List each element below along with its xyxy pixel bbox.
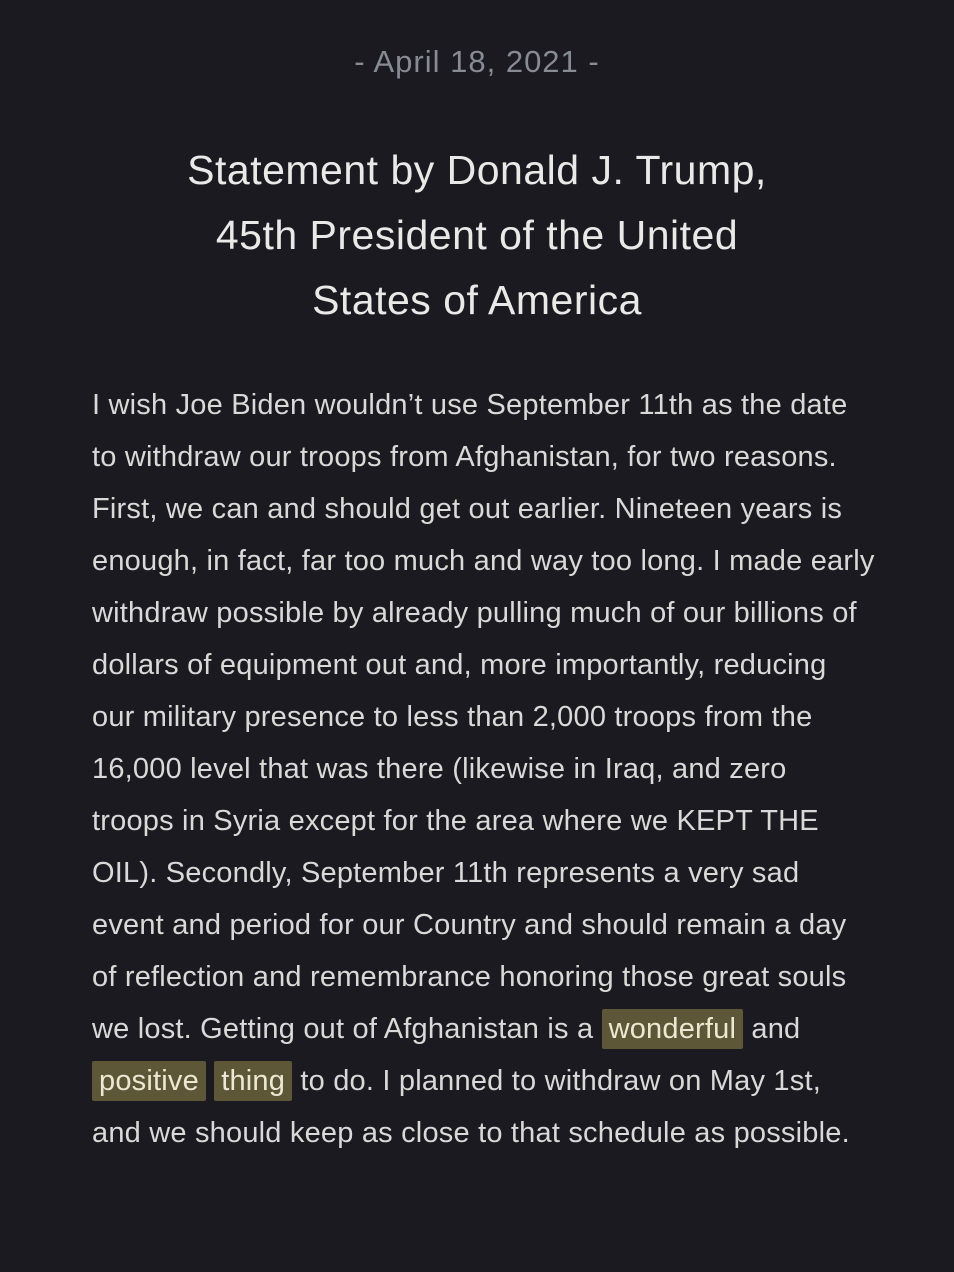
- date-line: - April 18, 2021 -: [354, 44, 600, 79]
- highlighted-word: thing: [214, 1061, 292, 1101]
- highlighted-word: wonderful: [602, 1009, 744, 1049]
- body-text-segment: to do. I planned to withdraw on May 1st, and we should keep as close to that schedule as possible.: [92, 1065, 850, 1149]
- body-text-segment: and: [743, 1013, 801, 1045]
- statement-body: [92, 379, 876, 1159]
- statement-title: [0, 138, 954, 333]
- statement-title-line-2: 45th President of the United: [215, 212, 739, 258]
- statement-title-line-1: Statement by Donald J. Trump,: [187, 147, 767, 193]
- highlighted-word: positive: [92, 1061, 206, 1101]
- statement-title-line-3: States of America: [312, 277, 642, 323]
- body-text-segment: I wish Joe Biden wouldn’t use September 11th as the date to withdraw our troops from Afghanistan, for two reasons. First, we can and should get out earlier. Nineteen years is enough, in fact, far too much and way too long. I made early withdraw possible by already pulling much of our billions of dollars of equipment out and, more importantly, reducing our military presence to less than 2,000 troops from the 16,000 level that was there (likewise in Iraq, and zero troops in Syria except for the area where we KEPT THE OIL). Secondly, September 11th represents a very sad event and period for our Country and should remain a day of reflection and remembrance honoring those great souls we lost. Getting out of Afghanistan is a: [92, 389, 875, 1045]
- body-text-segment: [206, 1065, 214, 1097]
